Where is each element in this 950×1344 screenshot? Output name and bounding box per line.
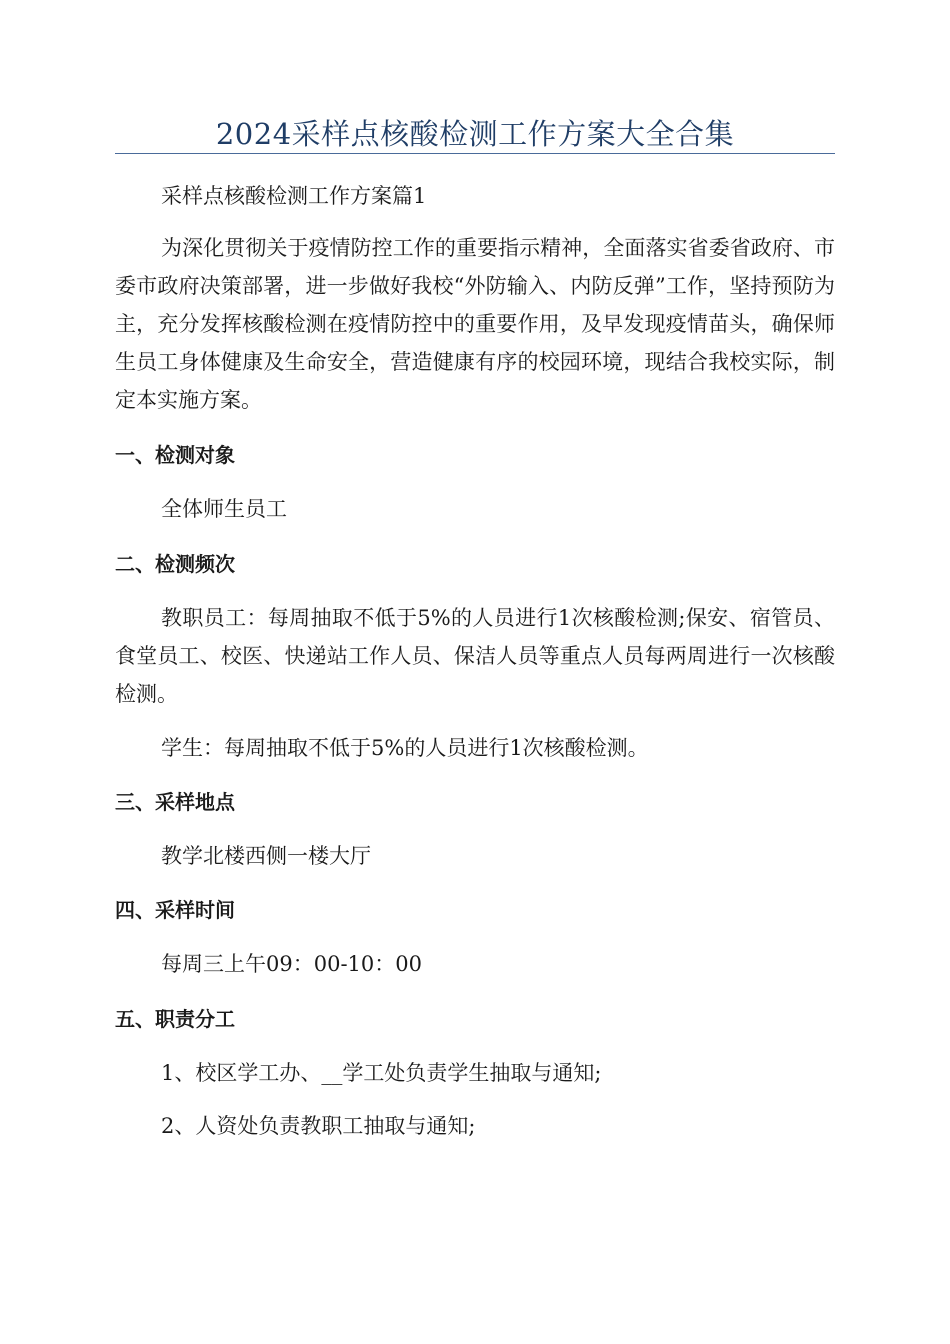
section-paragraph: 教学北楼西侧一楼大厅: [161, 844, 371, 868]
title-underline: [115, 153, 835, 154]
section-paragraph: 每周三上午09：00-10：00: [161, 952, 422, 976]
section-paragraph: 学生：每周抽取不低于5%的人员进行1次核酸检测。: [161, 736, 649, 760]
section-paragraph: 1、校区学工办、__学工处负责学生抽取与通知;: [161, 1061, 602, 1085]
document-title: 2024采样点核酸检测工作方案大全合集: [215, 117, 735, 151]
section-heading: 一、检测对象: [115, 443, 235, 467]
section-paragraph: 全体师生员工: [161, 497, 287, 521]
section-heading: 四、采样时间: [115, 898, 235, 922]
section-heading: 二、检测频次: [115, 552, 235, 576]
section-paragraph: 教职员工：每周抽取不低于5%的人员进行1次核酸检测;保安、宿管员、食堂员工、校医、快递站工作人员、保洁人员等重点人员每两周进行一次核酸检测。: [115, 606, 835, 706]
section-paragraph: 2、人资处负责教职工抽取与通知;: [161, 1114, 476, 1138]
intro-paragraph: 为深化贯彻关于疫情防控工作的重要指示精神，全面落实省委省政府、市委市政府决策部署，进一步做好我校“外防输入、内防反弹”工作，坚持预防为主，充分发挥核酸检测在疫情防控中的重要作用，及早发现疫情苗头，确保师生员工身体健康及生命安全，营造健康有序的校园环境，现结合我校实际，制定本实施方案。: [115, 236, 835, 412]
section-heading: 五、职责分工: [115, 1007, 235, 1031]
document-subtitle: 采样点核酸检测工作方案篇1: [161, 184, 427, 208]
section-heading: 三、采样地点: [115, 790, 235, 814]
